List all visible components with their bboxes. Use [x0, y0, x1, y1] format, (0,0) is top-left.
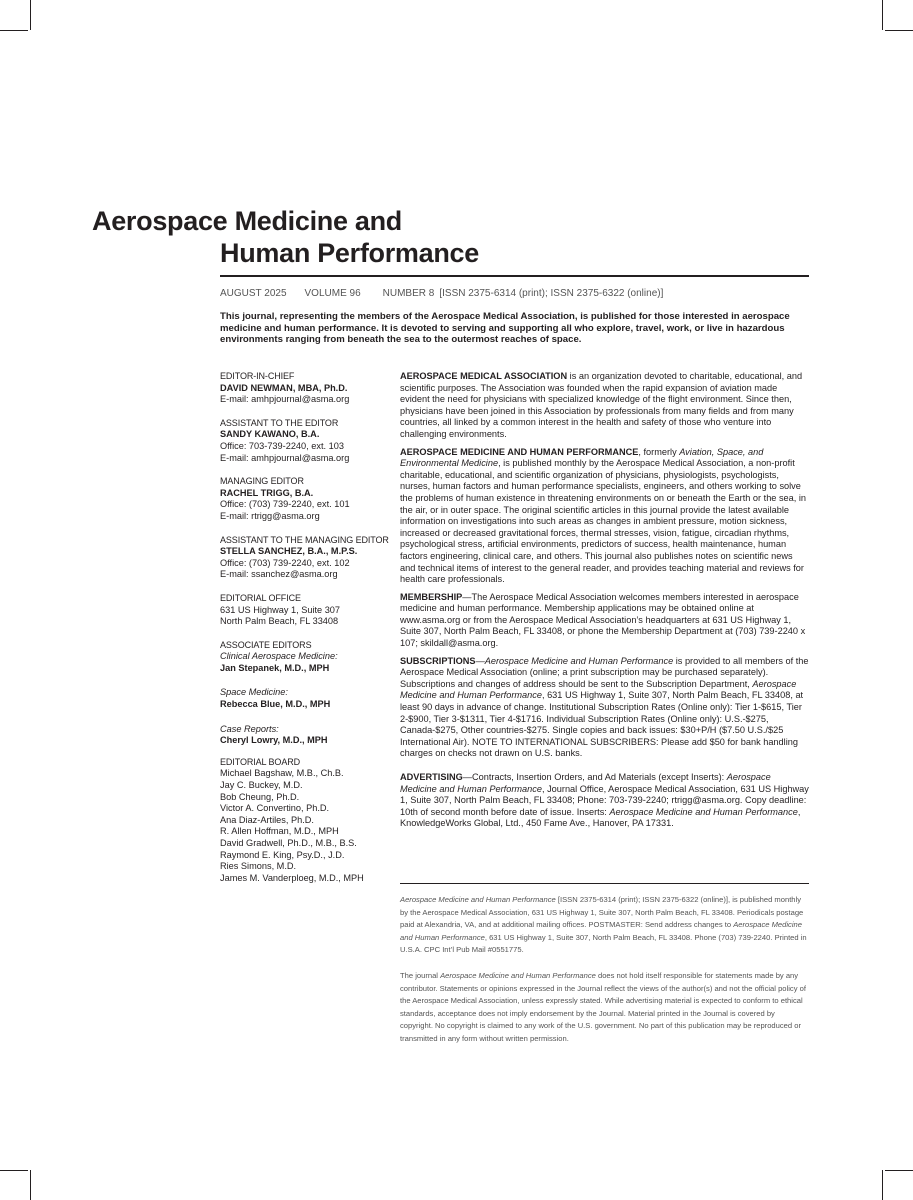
managing-editor-office: Office: (703) 739-2240, ext. 101 [220, 499, 350, 510]
about-text: is an organization devoted to charitable, educational, and scientific purposes. The Association was founded when the rapid expansion of aviation made evident the need for physicians with specialized knowledge of the flight environment. Since then, physicians have been joined in this Association by professionals from many fields and from many countries, all linked by a common interest in the health and safety of those who venture into challenging environments. [400, 371, 803, 439]
assistant-editor-email: E-mail: amhpjournal@asma.org [220, 452, 350, 463]
subscriptions-text-2: , 631 US Highway 1, Suite 307, North Palm Beach, FL 33408, at least 90 days in advance of change. Institutional Subscription Rates (Online only): Tier 1-$615, Tier 2-$900, Tier 3-$1311, Tier 4-$1716. Individual Subscription Rates (Online only): U.S.-$275, Canada-$275, Other countries-$275. Single copies and back issues: $30+P/H ($7.50 U.S./$25 International Air). NOTE TO INTERNATIONAL SUBSCRIBERS: Please add $50 for bank handling charges on checks not drawn on U.S. banks. [400, 690, 804, 759]
journal-paragraph [400, 447, 809, 586]
journal-text: , is published monthly by the Aerospace Medical Association, a non-profit charitable, educational, and scientific organization of physicians, physiologists, psychologists, nurses, human factors and human performance specialists, engineers, and others working to solve the problems of human existence in threatening environments on or beneath the Earth or the sea, in the air, or in outer space. The original scientific articles in this journal provide the latest available information on investigations into such areas as changes in ambient pressure, motion sickness, increased or decreased gravitational forces, thermal stresses, vision, fatigue, circadian rhythms, psychological stress, artificial environments, predictors of success, health maintenance, human factors engineering, clinical care, and others. This journal also publishes notes on scientific news and technical items of interest to the general reader, and provides teaching material and reviews for health care professionals. [400, 458, 807, 585]
fine-print-divider [400, 883, 809, 884]
disclaimer [400, 970, 809, 1046]
disclaimer-journal-name: Aerospace Medicine and Human Performance [440, 971, 596, 980]
disclaimer-text-2: does not hold itself responsible for statements made by any contributor. Statements or opinions expressed in the Journal reflect the views of the author(s) and not the official policy of the Aerospace Medical Association, unless expressly stated. While advertising material is expected to conform to ethical standards, acceptance does not imply endorsement by the Journal. Material printed in the Journal is covered by copyright. No copyright is claimed to any work of the U.S. government. No part of this publication may be reproduced or transmitted in any form without written permission. [400, 971, 806, 1043]
about-heading: AEROSPACE MEDICAL ASSOCIATION [400, 371, 568, 381]
crop-mark-bottom-left-h [0, 1170, 28, 1171]
issue-volume: VOLUME 96 [304, 288, 361, 299]
advertising-heading: ADVERTISING [400, 772, 463, 782]
postal-journal-name-2: Aerospace Medicine and Human Performance [400, 920, 802, 942]
crop-mark-bottom-left [30, 1170, 31, 1200]
subscriptions-dash: — [475, 655, 485, 666]
editorial-board-label: EDITORIAL BOARD [220, 756, 301, 767]
board-member: Michael Bagshaw, M.B., Ch.B. [220, 768, 344, 779]
associate-editor-name: Jan Stepanek, M.D., MPH [220, 662, 330, 673]
advertising-journal-name-2: Aerospace Medicine and Human Performance [609, 806, 798, 817]
editor-in-chief-label: EDITOR-IN-CHIEF [220, 371, 295, 381]
about-paragraph [400, 371, 809, 441]
editor-in-chief-block [220, 371, 392, 406]
assistant-editor-label: ASSISTANT TO THE EDITOR [220, 417, 339, 428]
membership-text: —The Aerospace Medical Association welcomes members interested in aerospace medicine and human performance. Membership applications may be obtained online at www.asma.org or from the Aerospace Medical Association’s headquarters at 631 US Highway 1, Suite 307, North Palm Beach, FL 33408, or phone the Membership Department at (703) 739-2240 x 107; skildall@asma.org. [400, 591, 806, 649]
subscriptions-journal-name-2: Aerospace Medicine and Human Performance [400, 678, 797, 701]
title-rule [220, 275, 809, 277]
assistant-editor-name: SANDY KAWANO, B.A. [220, 429, 320, 440]
editorial-office-block [220, 593, 392, 628]
journal-title-line-2: Human Performance [220, 238, 479, 268]
advertising-paragraph [400, 772, 809, 830]
board-member: Ana Diaz-Artiles, Ph.D. [220, 814, 314, 825]
board-member: Raymond E. King, Psy.D., J.D. [220, 849, 345, 860]
issue-number: NUMBER 8 [382, 288, 435, 299]
assistant-managing-office: Office: (703) 739-2240, ext. 102 [220, 557, 350, 568]
managing-editor-block [220, 476, 392, 522]
board-member: Ries Simons, M.D. [220, 861, 297, 872]
issue-issn: [ISSN 2375-6314 (print); ISSN 2375-6322 (online)] [439, 288, 664, 299]
board-member: James M. Vanderploeg, M.D., MPH [220, 872, 364, 883]
associate-editor-area: Case Reports: [220, 723, 279, 734]
assistant-managing-email: E-mail: ssanchez@asma.org [220, 569, 338, 580]
postal-text-1: [ISSN 2375-6314 (print); ISSN 2375-6322 (online)], is published monthly by the Aerospace Medical Association, 631 US Highway 1, Suite 307, North Palm Beach, FL 33408. Periodicals postage paid at Alexandria, VA, and at additional mailing offices. POSTMASTER: Send address changes to [400, 895, 804, 930]
editor-in-chief-email: E-mail: amhpjournal@asma.org [220, 394, 350, 405]
issue-info [220, 288, 663, 299]
crop-mark-top-left [30, 0, 31, 30]
crop-mark-bottom-right [882, 1170, 883, 1200]
membership-heading: MEMBERSHIP [400, 591, 463, 602]
masthead [220, 371, 392, 896]
managing-editor-email: E-mail: rtrigg@asma.org [220, 510, 320, 521]
journal-former-title: Aviation, Space, and Environmental Medicine [400, 446, 764, 469]
associate-editors-label: ASSOCIATE EDITORS [220, 639, 312, 650]
postal-text-2: , 631 US Highway 1, Suite 307, North Palm Beach, FL 33408. Phone (703) 739-2240. Printed in U.S.A. CPC Int’l Pub Mail #0551775. [400, 932, 807, 955]
associate-editor-name: Cheryl Lowry, M.D., MPH [220, 735, 328, 746]
associate-editor-name: Rebecca Blue, M.D., MPH [220, 699, 331, 710]
assistant-editor-block [220, 418, 392, 464]
crop-mark-top-right [882, 0, 883, 30]
crop-mark-top-left-h [0, 30, 28, 31]
journal-heading: AEROSPACE MEDICINE AND HUMAN PERFORMANCE [400, 446, 639, 457]
advertising-text-2: , Journal Office, Aerospace Medical Association, 631 US Highway 1, Suite 307, North Palm Beach, FL 33408; Phone: 703-739-2240; rtrigg@asma.org. Copy deadline: 10th of second month before date of issue. Inserts: [400, 783, 809, 817]
subscriptions-text-1: is provided to all members of the Aerospace Medical Association (online; a print subscription may be purchased separately). Subscriptions and changes of address should be sent to the Subscription Department, [400, 655, 809, 689]
board-member: Victor A. Convertino, Ph.D. [220, 803, 330, 814]
body-text [400, 371, 809, 836]
editorial-office-address-2: North Palm Beach, FL 33408 [220, 616, 339, 627]
crop-mark-top-right-h [885, 30, 913, 31]
subscriptions-heading: SUBSCRIPTIONS [400, 655, 476, 666]
postal-journal-name: Aerospace Medicine and Human Performance [400, 895, 556, 904]
assistant-editor-office: Office: 703-739-2240, ext. 103 [220, 440, 344, 451]
journal-text-pre: , formerly [638, 446, 680, 457]
board-member: David Gradwell, Ph.D., M.B., B.S. [220, 838, 357, 848]
journal-intro: This journal, representing the members of the Aerospace Medical Association, is published for those interested in aerospace medicine and human performance. It is devoted to serving and supporting all who explore, travel, work, or live in hazardous environments ranging from beneath the sea to the outermost reaches of space. [220, 311, 790, 346]
editor-in-chief-name: DAVID NEWMAN, MBA, Ph.D. [220, 382, 348, 393]
assistant-managing-label: ASSISTANT TO THE MANAGING EDITOR [220, 534, 389, 545]
board-member: Jay C. Buckey, M.D. [220, 780, 303, 791]
crop-mark-bottom-right-h [885, 1170, 913, 1171]
advertising-journal-name: Aerospace Medicine and Human Performance [400, 772, 771, 794]
advertising-text-1: —Contracts, Insertion Orders, and Ad Materials (except Inserts): [462, 772, 727, 782]
board-member: Bob Cheung, Ph.D. [220, 791, 300, 802]
postal-statement [400, 894, 809, 957]
journal-title-line-1: Aerospace Medicine and [92, 206, 403, 236]
assistant-managing-name: STELLA SANCHEZ, B.A., M.P.S. [220, 546, 358, 557]
managing-editor-name: RACHEL TRIGG, B.A. [220, 487, 314, 498]
advertising-text-3: , KnowledgeWorks Global, Ltd., 450 Fame Ave., Hanover, PA 17331. [400, 806, 801, 829]
assistant-managing-block [220, 535, 392, 581]
membership-paragraph [400, 592, 809, 650]
associate-editors-block [220, 640, 392, 747]
managing-editor-label: MANAGING EDITOR [220, 476, 304, 487]
associate-editor-area: Space Medicine: [220, 687, 288, 698]
editorial-board-block [220, 757, 392, 885]
subscriptions-journal-name: Aerospace Medicine and Human Performance [484, 655, 674, 666]
issue-date: AUGUST 2025 [220, 288, 287, 299]
board-member: R. Allen Hoffman, M.D., MPH [220, 826, 339, 837]
editorial-office-label: EDITORIAL OFFICE [220, 592, 301, 603]
editorial-office-address-1: 631 US Highway 1, Suite 307 [220, 604, 341, 615]
disclaimer-text-1: The journal [400, 971, 441, 980]
subscriptions-paragraph [400, 656, 809, 760]
associate-editor-area: Clinical Aerospace Medicine: [220, 651, 338, 662]
